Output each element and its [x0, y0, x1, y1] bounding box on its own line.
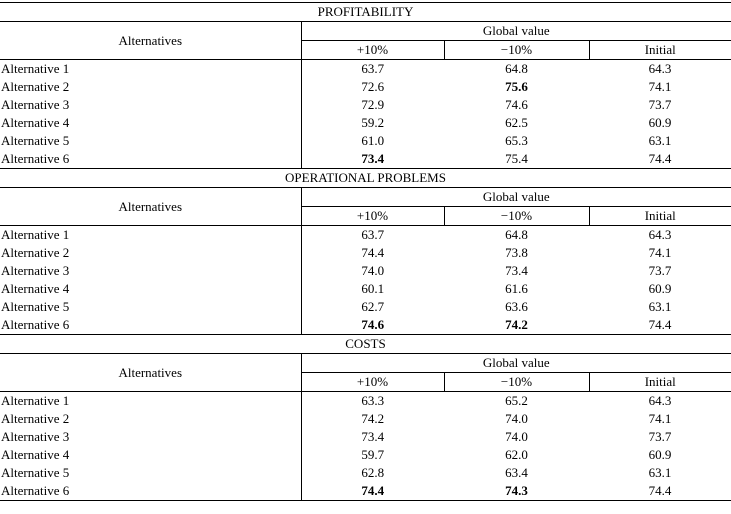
table-row	[0, 316, 731, 335]
column-header: +10%	[301, 41, 444, 60]
alternatives-header: Alternatives	[0, 22, 301, 60]
value-cell: 74.0	[505, 411, 528, 426]
value-cell: 63.6	[505, 299, 528, 314]
alternatives-header: Alternatives	[0, 354, 301, 392]
section-title: COSTS	[0, 335, 731, 354]
alternative-name: Alternative 6	[0, 482, 301, 501]
value-cell: 73.7	[648, 97, 672, 112]
value-cell: 74.6	[505, 97, 528, 112]
value-cell: 64.3	[648, 393, 672, 408]
table-row	[0, 60, 731, 79]
bold-value: 74.6	[361, 317, 385, 332]
value-cell	[444, 78, 589, 96]
value-cell	[444, 482, 589, 501]
value-cell: 60.1	[301, 280, 444, 298]
table-row	[0, 446, 731, 464]
bold-value: 74.3	[505, 483, 528, 498]
value-cell	[444, 316, 589, 335]
value-cell: 63.7	[301, 226, 444, 245]
alternative-name: Alternative 3	[1, 429, 70, 444]
value-cell: 64.8	[505, 227, 528, 242]
alternative-name: Alternative 6	[1, 317, 70, 332]
value-cell: 75.4	[505, 151, 528, 166]
section-title: OPERATIONAL PROBLEMS	[0, 169, 731, 188]
value-cell: 74.1	[648, 79, 672, 94]
value-cell: 73.7	[648, 263, 672, 278]
column-header: −10%	[444, 373, 589, 392]
value-cell: 62.5	[505, 115, 528, 130]
header-row	[0, 22, 731, 41]
value-cell: 60.9	[648, 281, 672, 296]
table-row	[0, 96, 731, 114]
value-cell: 74.0	[505, 429, 528, 444]
value-cell: 61.0	[301, 132, 444, 150]
bold-value: 74.2	[505, 317, 528, 332]
value-cell: 73.7	[648, 429, 672, 444]
bold-value: 74.4	[361, 483, 385, 498]
table-row	[0, 244, 731, 262]
alternative-name: Alternative 4	[1, 115, 70, 130]
value-cell: 64.8	[505, 61, 528, 76]
value-cell: 59.7	[301, 446, 444, 464]
column-header: Initial	[589, 373, 731, 392]
alternative-name: Alternative 5	[1, 299, 70, 314]
value-cell: 74.0	[301, 262, 444, 280]
value-cell: 62.0	[505, 447, 528, 462]
value-cell	[301, 482, 444, 501]
header-row	[0, 188, 731, 207]
alternative-name: Alternative 4	[1, 447, 70, 462]
table-row	[0, 78, 731, 96]
value-cell: 62.7	[301, 298, 444, 316]
value-cell: 63.1	[648, 299, 672, 314]
sensitivity-table	[0, 2, 731, 501]
value-cell: 74.1	[648, 245, 672, 260]
table-row	[0, 114, 731, 132]
table-row	[0, 226, 731, 245]
value-cell: 65.2	[505, 393, 528, 408]
table-row	[0, 464, 731, 482]
value-cell: 63.1	[648, 465, 672, 480]
global-value-header: Global value	[301, 188, 731, 207]
alternative-name: Alternative 2	[1, 245, 70, 260]
value-cell: 65.3	[505, 133, 528, 148]
value-cell: 74.4	[648, 151, 672, 166]
sensitivity-table-container	[0, 2, 731, 501]
table-body	[0, 3, 731, 501]
value-cell: 72.6	[301, 78, 444, 96]
table-row	[0, 428, 731, 446]
value-cell: 73.4	[505, 263, 528, 278]
alternative-name: Alternative 5	[1, 465, 70, 480]
value-cell: 62.8	[301, 464, 444, 482]
value-cell: 63.4	[505, 465, 528, 480]
table-row	[0, 392, 731, 411]
value-cell	[301, 316, 444, 335]
alternative-name: Alternative 3	[1, 97, 70, 112]
alternative-name: Alternative 1	[1, 393, 70, 408]
alternative-name: Alternative 1	[1, 227, 70, 242]
value-cell: 73.8	[505, 245, 528, 260]
column-header: Initial	[589, 207, 731, 226]
column-header: +10%	[301, 207, 444, 226]
alternative-name: Alternative 4	[1, 281, 70, 296]
alternative-name: Alternative 2	[1, 79, 70, 94]
value-cell: 74.4	[589, 482, 731, 501]
value-cell: 73.4	[301, 428, 444, 446]
section-title: PROFITABILITY	[0, 3, 731, 22]
column-header: −10%	[444, 207, 589, 226]
column-header: Initial	[589, 41, 731, 60]
value-cell	[301, 150, 444, 169]
column-header: +10%	[301, 373, 444, 392]
value-cell: 63.3	[301, 392, 444, 411]
value-cell: 74.1	[648, 411, 672, 426]
section-title-row	[0, 169, 731, 188]
global-value-header: Global value	[301, 354, 731, 373]
value-cell: 64.3	[648, 61, 672, 76]
value-cell: 74.4	[301, 244, 444, 262]
value-cell: 74.2	[301, 410, 444, 428]
section-title-row	[0, 3, 731, 22]
alternative-name: Alternative 5	[1, 133, 70, 148]
global-value-header: Global value	[301, 22, 731, 41]
bold-value: 75.6	[505, 79, 528, 94]
value-cell: 61.6	[505, 281, 528, 296]
table-row	[0, 150, 731, 169]
header-row	[0, 354, 731, 373]
column-header: −10%	[444, 41, 589, 60]
table-row	[0, 298, 731, 316]
value-cell: 60.9	[648, 115, 672, 130]
value-cell: 60.9	[648, 447, 672, 462]
table-row	[0, 482, 731, 501]
alternatives-header: Alternatives	[0, 188, 301, 226]
bold-value: 73.4	[361, 151, 385, 166]
table-row	[0, 410, 731, 428]
table-row	[0, 280, 731, 298]
alternative-name: Alternative 6	[1, 151, 70, 166]
value-cell: 59.2	[301, 114, 444, 132]
section-title-row	[0, 335, 731, 354]
alternative-name: Alternative 2	[1, 411, 70, 426]
value-cell: 63.7	[301, 60, 444, 79]
value-cell: 63.1	[648, 133, 672, 148]
value-cell: 72.9	[301, 96, 444, 114]
alternative-name: Alternative 1	[1, 61, 70, 76]
value-cell: 64.3	[648, 227, 672, 242]
table-row	[0, 132, 731, 150]
value-cell: 74.4	[648, 317, 672, 332]
alternative-name: Alternative 3	[1, 263, 70, 278]
table-row	[0, 262, 731, 280]
